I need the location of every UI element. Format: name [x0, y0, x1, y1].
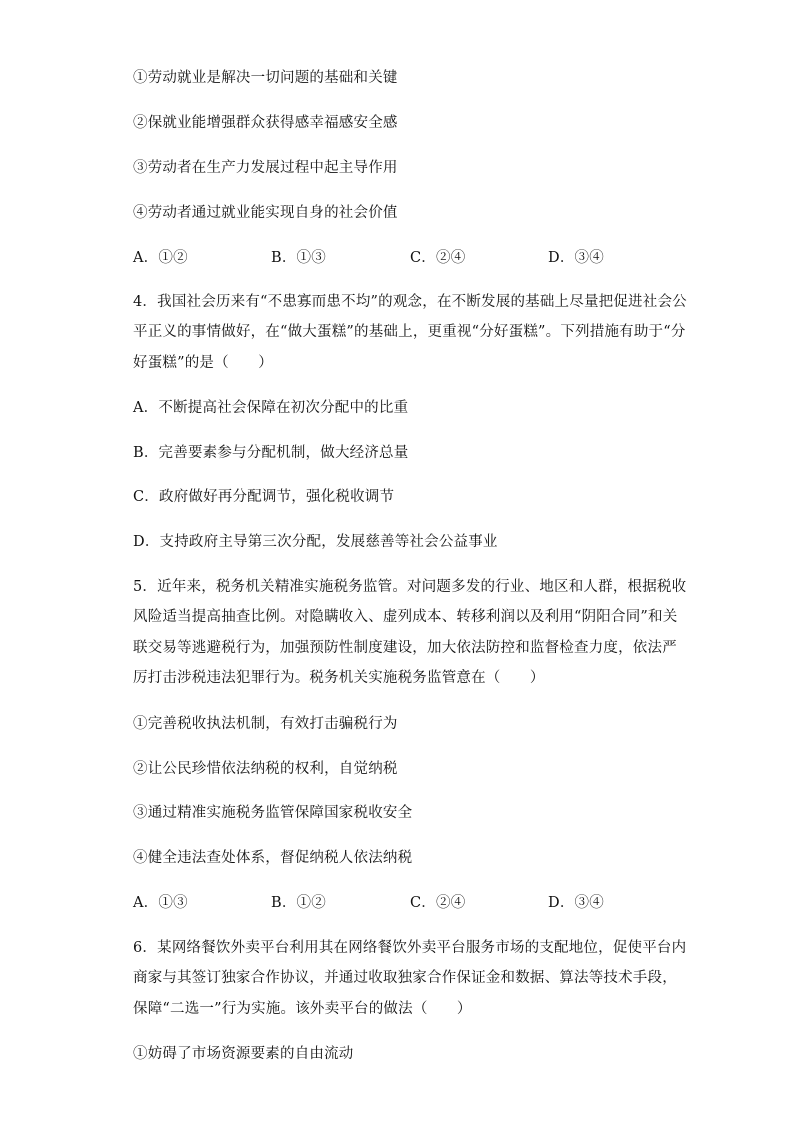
q4-choice-a: A．不断提高社会保障在初次分配中的比重 — [133, 400, 409, 416]
q5-stem-line-4: 厉打击涉税违法犯罪行为。税务机关实施税务监管意在（ ） — [133, 670, 545, 686]
q5-option-c: C．②④ — [410, 895, 466, 911]
q5-option-a: A．①③ — [133, 895, 188, 911]
q3-option-c: C．②④ — [410, 250, 466, 266]
q4-stem-line-2: 平正义的事情做好，在“做大蛋糕”的基础上，更重视“分好蛋糕”。下列措施有助于“分 — [133, 324, 686, 340]
q3-option-b: B．①③ — [271, 250, 326, 266]
q3-statement-1: ①劳动就业是解决一切问题的基础和关键 — [133, 70, 398, 86]
q5-statement-1: ①完善税收执法机制，有效打击骗税行为 — [133, 716, 398, 732]
q3-statement-3: ③劳动者在生产力发展过程中起主导作用 — [133, 160, 398, 176]
q6-statement-1: ①妨碍了市场资源要素的自由流动 — [133, 1046, 354, 1062]
q6-stem-line-3: 保障“二选一”行为实施。该外卖平台的做法（ ） — [133, 1001, 472, 1017]
q5-option-b: B．①② — [271, 895, 326, 911]
q4-choice-c: C．政府做好再分配调节，强化税收调节 — [133, 489, 395, 505]
q4-choice-d: D．支持政府主导第三次分配，发展慈善等社会公益事业 — [133, 534, 498, 550]
q5-statement-4: ④健全违法查处体系，督促纳税人依法纳税 — [133, 850, 413, 866]
q3-statement-4: ④劳动者通过就业能实现自身的社会价值 — [133, 205, 398, 221]
q3-statement-2: ②保就业能增强群众获得感幸福感安全感 — [133, 115, 398, 131]
q4-stem-line-1: 4．我国社会历来有“不患寡而患不均”的观念，在不断发展的基础上尽量把促进社会公 — [133, 294, 687, 310]
q5-statement-3: ③通过精准实施税务监管保障国家税收安全 — [133, 805, 413, 821]
q6-stem-line-1: 6．某网络餐饮外卖平台利用其在网络餐饮外卖平台服务市场的支配地位，促使平台内 — [133, 940, 687, 956]
q4-stem-line-3: 好蛋糕”的是（ ） — [133, 355, 273, 371]
q3-option-d: D．③④ — [548, 250, 604, 266]
q3-option-a: A．①② — [133, 250, 188, 266]
q5-statement-2: ②让公民珍惜依法纳税的权利，自觉纳税 — [133, 761, 398, 777]
q5-stem-line-3: 联交易等逃避税行为，加强预防性制度建设，加大依法防控和监督检查力度，依法严 — [133, 640, 677, 656]
q6-stem-line-2: 商家与其签订独家合作协议，并通过收取独家合作保证金和数据、算法等技术手段， — [133, 970, 677, 986]
q5-option-d: D．③④ — [548, 895, 604, 911]
q5-stem-line-2: 风险适当提高抽查比例。对隐瞒收入、虚列成本、转移利润以及利用“阴阳合同”和关 — [133, 609, 678, 625]
q4-choice-b: B．完善要素参与分配机制，做大经济总量 — [133, 445, 409, 461]
q5-stem-line-1: 5．近年来，税务机关精准实施税务监管。对问题多发的行业、地区和人群，根据税收 — [133, 579, 687, 595]
